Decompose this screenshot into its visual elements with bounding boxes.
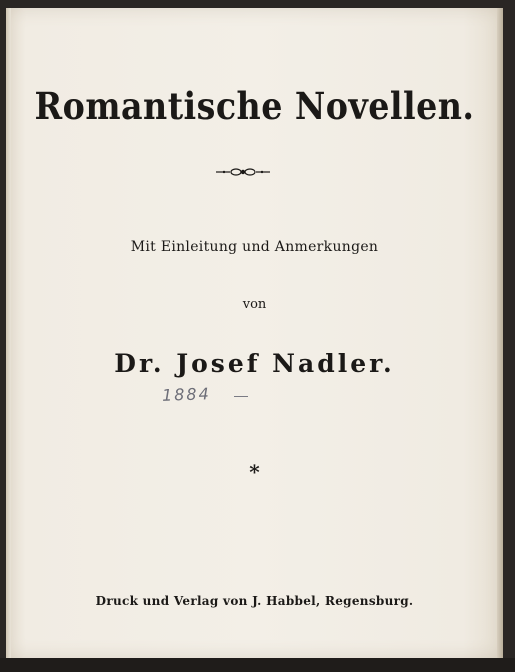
by-line: von [242, 297, 267, 312]
handwritten-dash [234, 396, 248, 397]
publisher-imprint: Druck und Verlag von J. Habbel, Regensburg. [95, 594, 414, 608]
scan-bottom-edge [0, 658, 515, 672]
book-title: Romantische Novellen. [34, 84, 475, 128]
handwritten-year: 1884 [161, 384, 212, 405]
page-edge [497, 8, 503, 658]
scroll-ornament-icon [215, 165, 271, 179]
author-name: Dr. Josef Nadler. [114, 349, 395, 378]
book-subtitle: Mit Einleitung und Anmerkungen [130, 239, 379, 255]
paper-page [6, 8, 503, 658]
page-binding [6, 8, 11, 658]
asterisk-mark: * [249, 460, 260, 484]
